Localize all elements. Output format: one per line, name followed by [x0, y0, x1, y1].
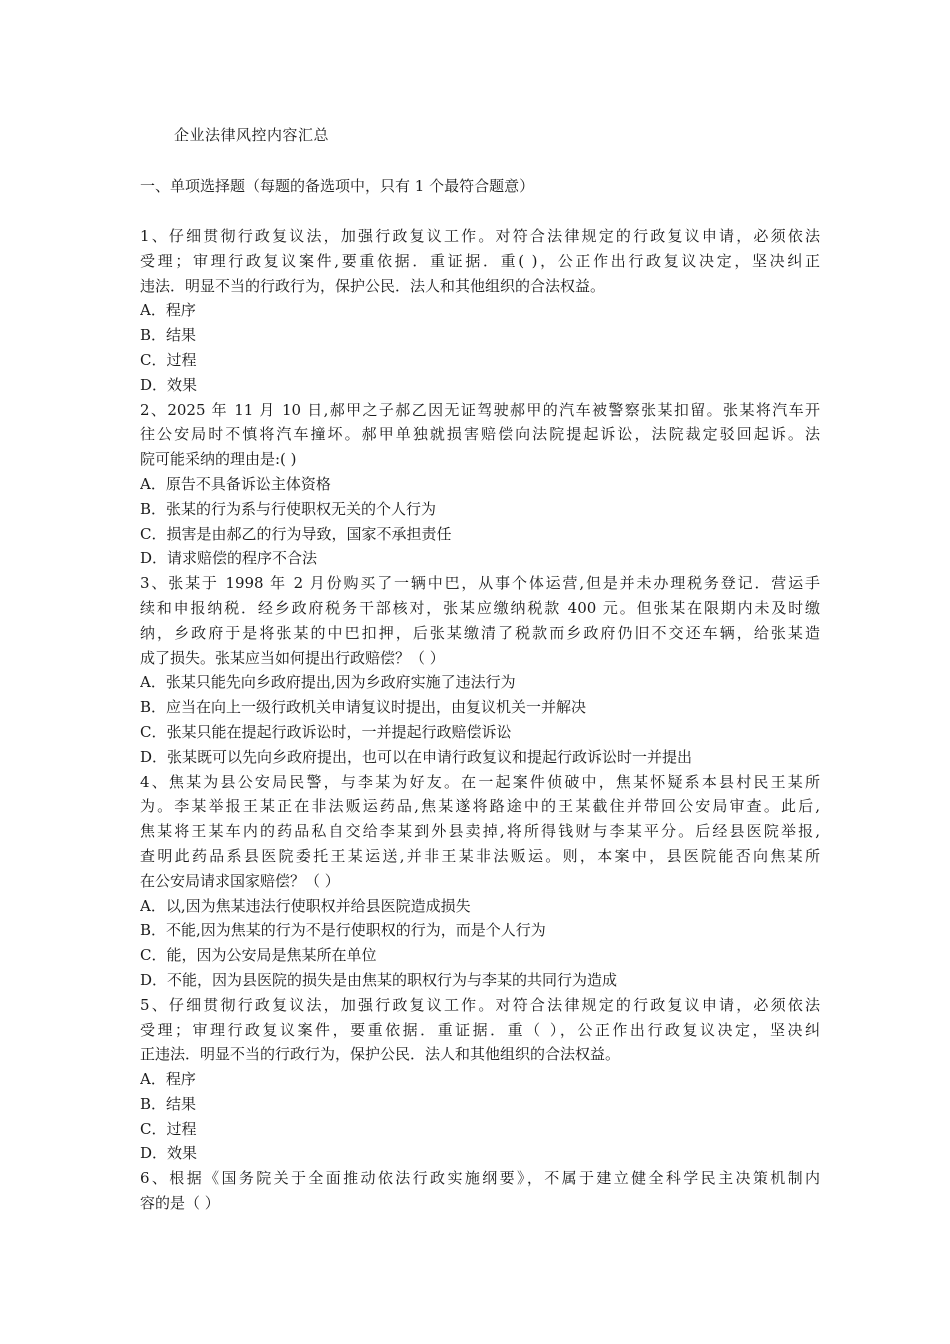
answer-option: B．应当在向上一级行政机关申请复议时提出，由复议机关一并解决: [140, 698, 587, 717]
question-stem-line: 2、2025 年 11 月 10 日,郝甲之子郝乙因无证驾驶郝甲的汽车被警察张某扣留。张某将汽车开: [140, 400, 820, 419]
answer-option: C．能，因为公安局是焦某所在单位: [140, 946, 377, 965]
answer-option: C．过程: [140, 350, 197, 369]
question-stem-line: 续和申报纳税．经乡政府税务干部核对，张某应缴纳税款 400 元。但张某在限期内未及时缴: [140, 598, 820, 617]
answer-option: B．结果: [140, 1094, 197, 1113]
question-stem-line: 容的是（ ）: [140, 1194, 220, 1213]
question-stem-line: 3、张某于 1998 年 2 月份购买了一辆中巴，从事个体运营,但是并未办理税务登记．营运手: [140, 574, 820, 593]
answer-option: D．请求赔偿的程序不合法: [140, 549, 318, 568]
answer-option: D．效果: [140, 1144, 198, 1163]
question-stem-line: 焦某将王某车内的药品私自交给李某到外县卖掉,将所得钱财与李某平分。后经县医院举报,: [140, 822, 820, 841]
question-stem-line: 为。李某举报王某正在非法贩运药品,焦某遂将路途中的王某截住并带回公安局审查。此后,: [140, 797, 820, 816]
answer-option: C．损害是由郝乙的行为导致，国家不承担责任: [140, 524, 452, 543]
answer-option: D．效果: [140, 375, 198, 394]
answer-option: A．以,因为焦某违法行使职权并给县医院造成损失: [140, 896, 471, 915]
question-stem-line: 6、根据《国务院关于全面推动依法行政实施纲要》，不属于建立健全科学民主决策机制内: [140, 1169, 820, 1188]
question-list: [140, 224, 820, 1216]
question-item: [140, 224, 820, 398]
question-stem-line: 1、仔细贯彻行政复议法，加强行政复议工作。对符合法律规定的行政复议申请，必须依法: [140, 227, 820, 245]
question-stem-line: 院可能采纳的理由是:( ): [140, 450, 297, 469]
question-stem-line: 4、焦某为县公安局民警，与李某为好友。在一起案件侦破中，焦某怀疑系本县村民王某所: [140, 772, 820, 791]
question-stem-line: 正违法．明显不当的行政行为，保护公民．法人和其他组织的合法权益。: [140, 1045, 621, 1064]
section-heading: 一、单项选择题（每题的备选项中，只有 1 个最符合题意）: [140, 177, 535, 195]
question-item: [140, 1166, 820, 1216]
question-item: [140, 571, 820, 769]
answer-option: C．张某只能在提起行政诉讼时，一并提起行政赔偿诉讼: [140, 722, 512, 741]
answer-option: B．不能,因为焦某的行为不是行使职权的行为，而是个人行为: [140, 921, 546, 940]
answer-option: D．不能，因为县医院的损失是由焦某的职权行为与李某的共同行为造成: [140, 970, 618, 989]
answer-option: B．结果: [140, 326, 197, 345]
question-stem-line: 5、仔细贯彻行政复议法，加强行政复议工作。对符合法律规定的行政复议申请，必须依法: [140, 995, 820, 1014]
answer-option: A．原告不具备诉讼主体资格: [140, 474, 331, 493]
question-stem-line: 成了损失。张某应当如何提出行政赔偿？（ ）: [140, 648, 445, 667]
answer-option: A．张某只能先向乡政府提出,因为乡政府实施了违法行为: [140, 673, 516, 692]
question-stem-line: 纳，乡政府于是将张某的中巴扣押，后张某缴清了税款而乡政府仍旧不交还车辆，给张某造: [140, 623, 820, 642]
answer-option: D．张某既可以先向乡政府提出，也可以在申请行政复议和提起行政诉讼时一并提出: [140, 747, 693, 766]
question-stem-line: 受理；审理行政复议案件，要重依据．重证据．重（ ），公正作出行政复议决定，坚决纠: [140, 1020, 820, 1039]
question-item: [140, 770, 820, 993]
document-title: 企业法律风控内容汇总: [174, 126, 330, 144]
question-stem-line: 违法．明显不当的行政行为，保护公民．法人和其他组织的合法权益。: [140, 276, 606, 295]
question-item: [140, 398, 820, 572]
question-item: [140, 993, 820, 1167]
question-stem-line: 在公安局请求国家赔偿？（ ）: [140, 871, 340, 890]
answer-option: C．过程: [140, 1119, 197, 1138]
question-stem-line: 受理；审理行政复议案件,要重依据．重证据．重( )，公正作出行政复议决定，坚决纠正: [140, 251, 820, 270]
question-stem-line: 往公安局时不慎将汽车撞坏。郝甲单独就损害赔偿向法院提起诉讼，法院裁定驳回起诉。法: [140, 425, 820, 444]
question-stem-line: 查明此药品系县医院委托王某运送,并非王某非法贩运。则，本案中，县医院能否向焦某所: [140, 846, 820, 865]
answer-option: A．程序: [140, 301, 196, 320]
answer-option: B．张某的行为系与行使职权无关的个人行为: [140, 499, 437, 518]
answer-option: A．程序: [140, 1070, 196, 1089]
